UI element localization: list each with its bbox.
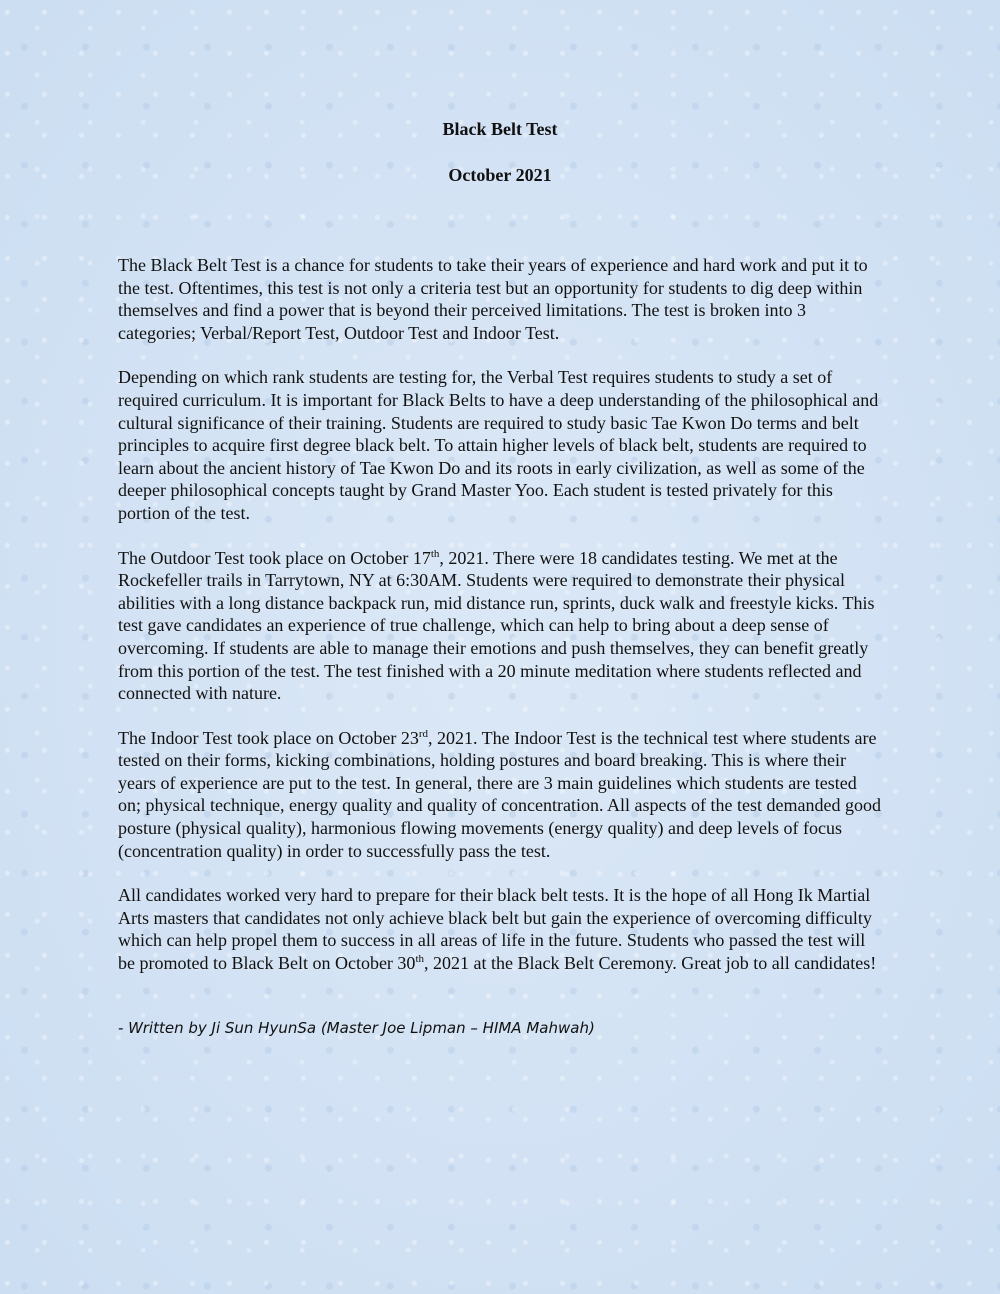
paragraph-verbal-test: Depending on which rank students are testing for, the Verbal Test requires students to study a set of required curriculum. It is important for Black Belts to have a deep understanding of the philosophical and cultural significance of their training. Students are required to study basic Tae Kwon Do terms and belt principles to acquire first degree black belt. To attain higher levels of black belt, students are required to learn about the ancient history of Tae Kwon Do and its roots in early civilization, as well as some of the deeper philosophical concepts taught by Grand Master Yoo. Each student is tested privately for this portion of the test.: [118, 367, 879, 523]
outdoor-text-start: The Outdoor Test took place on October 17: [118, 547, 431, 568]
ordinal-suffix: th: [430, 547, 440, 560]
article-body: [118, 254, 882, 975]
document-content: [118, 116, 882, 1037]
page-subtitle-date: October 2021: [448, 165, 552, 185]
conclusion-text-start: All candidates worked very hard to prepare for their black belt tests. It is the hope of all Hong Ik Martial Arts masters that candidates not only achieve black belt but gain the experience of overcoming difficulty which can help propel them to success in all areas of life in the future. Students who passed the test will be promoted to Black Belt on October 30: [118, 885, 872, 974]
page-title: Black Belt Test: [442, 119, 558, 139]
ordinal-suffix: rd: [418, 727, 428, 740]
outdoor-text-end: , 2021. There were 18 candidates testing. We met at the Rockefeller trails in Tarrytown, NY at 6:30AM. Students were required to demonstrate their physical abilities with a long distance backpack run, mid distance run, sprints, duck walk and freestyle kicks. This test gave candidates an experience of true challenge, which can help to bring about a deep sense of overcoming. If students are able to manage their emotions and push themselves, they can benefit greatly from this portion of the test. The test finished with a 20 minute meditation where students reflected and connected with nature.: [118, 547, 875, 704]
indoor-text-end: , 2021. The Indoor Test is the technical test where students are tested on their forms, kicking combinations, holding postures and board breaking. This is where their years of experience are put to the test. In general, there are 3 main guidelines which students are tested on; physical technique, energy quality and quality of concentration. All aspects of the test demanded good posture (physical quality), harmonious flowing movements (energy quality) and deep levels of focus (concentration quality) in order to successfully pass the test.: [118, 727, 881, 861]
author-signature: - Written by Ji Sun HyunSa (Master Joe Lipman – HIMA Mahwah): [118, 1018, 595, 1037]
paragraph-outdoor-test: [118, 547, 882, 705]
paragraph-conclusion: [118, 884, 882, 974]
conclusion-text-end: , 2021 at the Black Belt Ceremony. Great job to all candidates!: [424, 953, 877, 974]
paragraph-intro: The Black Belt Test is a chance for students to take their years of experience and hard work and put it to the test. Oftentimes, this test is not only a criteria test but an opportunity for students to dig deep within themselves and find a power that is beyond their perceived limitations. The test is broken into 3 categories; Verbal/Report Test, Outdoor Test and Indoor Test.: [118, 255, 868, 343]
paragraph-indoor-test: [118, 727, 882, 863]
indoor-text-start: The Indoor Test took place on October 23: [118, 727, 419, 748]
ordinal-suffix: th: [415, 953, 424, 966]
